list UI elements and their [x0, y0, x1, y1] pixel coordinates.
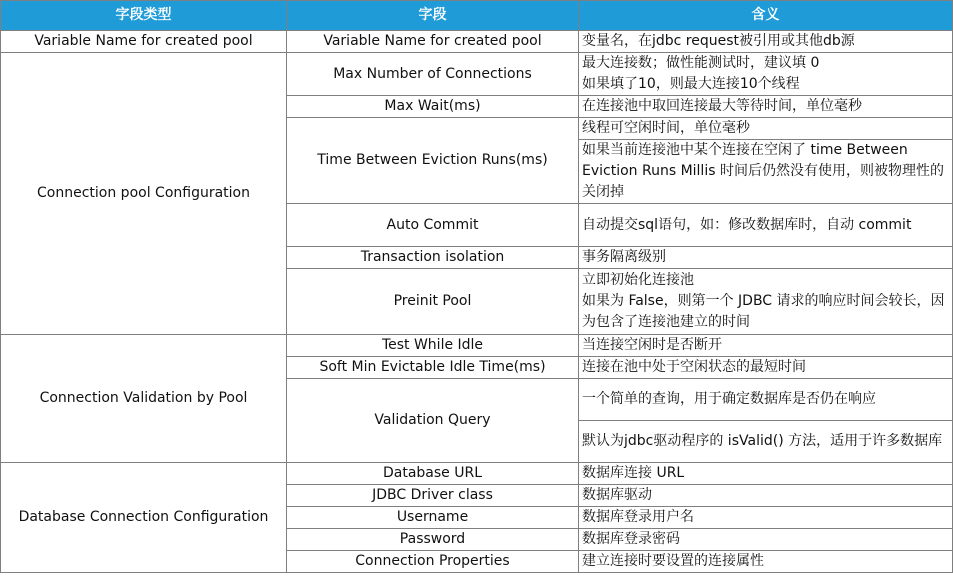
field-name-cell: Test While Idle — [287, 335, 579, 357]
field-name-cell: Variable Name for created pool — [287, 31, 579, 53]
meaning-line: 最大连接数；做性能测试时，建议填 0 — [582, 55, 820, 71]
group-type-cell: Database Connection Configuration — [1, 463, 287, 573]
meaning-cell: 数据库驱动 — [579, 485, 953, 507]
field-name-cell: JDBC Driver class — [287, 485, 579, 507]
field-name-cell: Max Wait(ms) — [287, 96, 579, 118]
field-name-cell: Max Number of Connections — [287, 53, 579, 96]
table-row — [1, 335, 953, 357]
field-name-cell: Connection Properties — [287, 551, 579, 573]
meaning-cell: 事务隔离级别 — [579, 247, 953, 269]
field-name-cell: Preinit Pool — [287, 269, 579, 335]
meaning-cell: 自动提交sql语句，如：修改数据库时，自动 commit — [579, 204, 953, 247]
header-meaning: 含义 — [579, 1, 953, 31]
meaning-line: 如果填了10，则最大连接10个线程 — [582, 76, 800, 92]
meaning-cell: 当连接空闲时是否断开 — [579, 335, 953, 357]
group-type-cell: Connection Validation by Pool — [1, 335, 287, 463]
header-field: 字段 — [287, 1, 579, 31]
meaning-cell: 在连接池中取回连接最大等待时间，单位毫秒 — [579, 96, 953, 118]
group-type-cell: Connection pool Configuration — [1, 53, 287, 335]
meaning-cell: 默认为jdbc驱动程序的 isValid() 方法，适用于许多数据库 — [579, 421, 953, 463]
table-row — [1, 463, 953, 485]
meaning-cell: 数据库连接 URL — [579, 463, 953, 485]
meaning-cell: 数据库登录密码 — [579, 529, 953, 551]
field-name-cell: Password — [287, 529, 579, 551]
meaning-cell: 建立连接时要设置的连接属性 — [579, 551, 953, 573]
meaning-cell — [579, 53, 953, 96]
header-row — [1, 1, 953, 31]
meaning-cell — [579, 269, 953, 335]
field-name-cell: Username — [287, 507, 579, 529]
field-name-cell: Validation Query — [287, 379, 579, 463]
meaning-line: 如果为 False，则第一个 JDBC 请求的响应时间会较长，因为包含了连接池建立的时间 — [582, 293, 945, 330]
meaning-cell: 数据库登录用户名 — [579, 507, 953, 529]
meaning-cell: 一个简单的查询，用于确定数据库是否仍在响应 — [579, 379, 953, 421]
field-name-cell: Database URL — [287, 463, 579, 485]
meaning-cell: 线程可空闲时间，单位毫秒 — [579, 118, 953, 140]
field-name-cell: Auto Commit — [287, 204, 579, 247]
table-row — [1, 53, 953, 96]
meaning-cell: 连接在池中处于空闲状态的最短时间 — [579, 357, 953, 379]
header-type: 字段类型 — [1, 1, 287, 31]
meaning-line: 立即初始化连接池 — [582, 272, 694, 288]
meaning-cell: 如果当前连接池中某个连接在空闲了 time Between Eviction Runs Millis 时间后仍然没有使用，则被物理性的关闭掉 — [579, 140, 953, 204]
field-name-cell: Time Between Eviction Runs(ms) — [287, 118, 579, 204]
field-name-cell: Soft Min Evictable Idle Time(ms) — [287, 357, 579, 379]
table-row — [1, 31, 953, 53]
field-type-cell: Variable Name for created pool — [1, 31, 287, 53]
meaning-cell: 变量名，在jdbc request被引用或其他db源 — [579, 31, 953, 53]
field-name-cell: Transaction isolation — [287, 247, 579, 269]
